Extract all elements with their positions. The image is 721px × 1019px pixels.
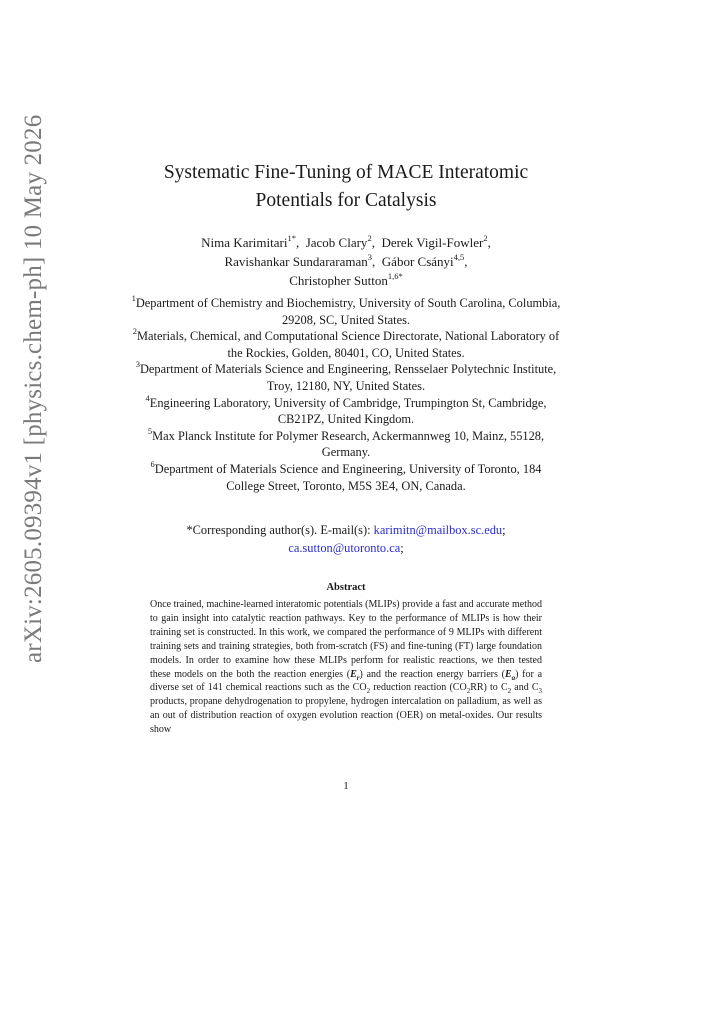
affiliation: [130, 295, 562, 328]
affiliation-text: Engineering Laboratory, University of Cambridge, Trumpington St, Cambridge, CB21PZ, United Kingdom.: [149, 395, 547, 427]
affiliation-text: Department of Materials Science and Engineering, University of Toronto, 184 College Street, Toronto, M5S 3E4, ON, Canada.: [154, 461, 542, 493]
corresponding-label: *Corresponding author(s). E-mail(s):: [186, 523, 371, 537]
author-affiliation-marker: 1*: [287, 233, 296, 243]
author-name: Derek Vigil-Fowler: [381, 235, 484, 250]
abstract-segment: Once trained, machine-learned interatomic potentials (MLIPs) provide a fast and accurate method to gain insight into catalytic reaction pathways. Key to the performance of MLIPs is how their training set is constructed. In this work, we compared the performance of 9 MLIPs with different training sets and training strategies, both from-scratch (FS) and fine-tuning (FT) large foundation models. In order to examine how these MLIPs perform for realistic reactions, we then tested these models on the both the reaction energies (: [150, 599, 542, 680]
co2rr-formula: CO: [452, 682, 467, 694]
title-line-2: Potentials for Catalysis: [255, 190, 437, 211]
author-list: Nima Karimitari$^{1*}$, Jacob Clary$^2$, Derek Vigil-Fowler$^2$, Ravishankar Sundararaman$^3$, Gábor Csányi$^{4,5}$, Christopher Sutton$^{1,6*}$: [201, 233, 491, 288]
author-affiliation-marker: 2: [367, 233, 372, 243]
affiliation: [130, 458, 562, 494]
title-line-1: Systematic Fine-Tuning of MACE Interatomic: [163, 162, 529, 183]
affiliation: [130, 328, 562, 361]
affiliation-text: Max Planck Institute for Polymer Research, Ackermannweg 10, Mainz, 55128, Germany.: [152, 428, 545, 460]
corresponding-authors: [130, 521, 562, 557]
c3-formula: C: [531, 682, 539, 694]
author-affiliation-marker: 2: [483, 233, 488, 243]
abstract-segment: ) for a diverse set of 141 chemical reactions such as the: [150, 668, 543, 694]
reaction-energy-symbol: E: [350, 668, 357, 680]
affiliation-number: 4: [145, 392, 150, 403]
abstract-segment: reduction reaction (: [370, 682, 453, 694]
author-name: Christopher Sutton: [289, 273, 388, 288]
arxiv-identifier-stamp: arXiv:2605.09394v1 [physics.chem-ph] 10 May 2026: [20, 114, 47, 663]
affiliation-number: 3: [135, 359, 140, 370]
affiliation: [130, 392, 562, 428]
affiliation-number: 5: [147, 425, 153, 436]
c3-subscript: 3: [538, 687, 543, 696]
co2rr-subscript: 2: [466, 687, 471, 696]
co2-subscript: 2: [366, 687, 371, 696]
affiliation-text: Materials, Chemical, and Computational Science Directorate, National Laboratory of the Rockies, Golden, 80401, CO, United States.: [137, 329, 560, 360]
abstract-segment: products, propane dehydrogenation to propylene, hydrogen intercalation on palladium, as well as an out of distribution reaction of oxygen evolution reaction (OER) on metal-oxides. Our results show: [150, 696, 542, 736]
affiliation-number: 1: [131, 293, 136, 303]
abstract-segment: ) to: [483, 682, 501, 694]
affiliation-number: 6: [150, 458, 155, 469]
abstract-text: [150, 598, 542, 737]
email-link-karimitari[interactable]: karimitn@mailbox.sc.edu: [373, 523, 503, 537]
author-affiliation-marker: 1,6*: [387, 271, 403, 281]
email-separator: ;: [502, 523, 506, 537]
author-name: Nima Karimitari: [201, 235, 288, 250]
abstract-segment: and: [511, 682, 532, 694]
affiliation: [130, 425, 562, 461]
page-number: 1: [343, 780, 349, 792]
affiliation-list: [130, 295, 562, 494]
paper-title: [140, 159, 552, 215]
email-link-sutton[interactable]: ca.sutton@utoronto.ca: [288, 541, 401, 555]
author-name: Gábor Csányi: [381, 254, 454, 269]
reaction-energy-subscript: r: [356, 673, 360, 682]
reaction-barrier-subscript: a: [511, 673, 516, 682]
abstract-segment: ) and the reaction energy barriers (: [359, 668, 505, 680]
author-affiliation-marker: 4,5: [453, 252, 465, 262]
author-affiliation-marker: 3: [367, 252, 373, 262]
co2-formula: CO: [352, 682, 367, 694]
author-name: Jacob Clary: [305, 235, 368, 250]
author-name: Ravishankar Sundararaman: [224, 254, 368, 269]
affiliation: [130, 361, 562, 394]
reaction-barrier-symbol: E: [504, 668, 512, 680]
abstract-heading: Abstract: [326, 582, 366, 593]
affiliation-text: Department of Materials Science and Engineering, Rensselaer Polytechnic Institute, Troy, 12180, NY, United States.: [139, 362, 557, 393]
email-terminator: ;: [400, 541, 404, 555]
co2rr-suffix: RR: [470, 682, 484, 694]
c2-formula: C: [500, 682, 508, 694]
c2-subscript: 2: [507, 687, 512, 696]
affiliation-text: Department of Chemistry and Biochemistry, University of South Carolina, Columbia, 29208, SC, United States.: [135, 296, 561, 327]
affiliation-number: 2: [132, 326, 138, 337]
